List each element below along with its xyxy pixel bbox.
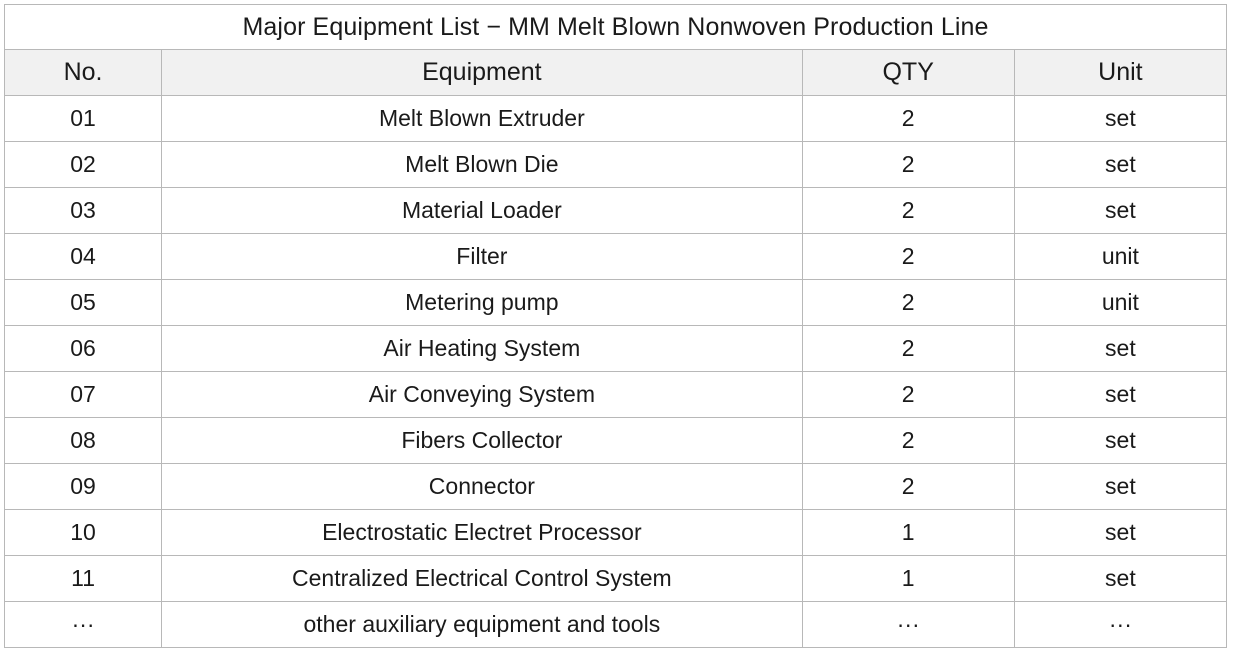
header-qty: QTY: [802, 50, 1014, 96]
cell-unit: ···: [1014, 602, 1226, 648]
cell-no: 11: [5, 556, 162, 602]
cell-equipment: Air Heating System: [162, 326, 803, 372]
table-row: [5, 602, 1227, 648]
cell-unit: set: [1014, 418, 1226, 464]
cell-qty: 2: [802, 188, 1014, 234]
table-title: Major Equipment List − MM Melt Blown Nonwoven Production Line: [5, 5, 1227, 50]
cell-equipment: Filter: [162, 234, 803, 280]
cell-equipment: Connector: [162, 464, 803, 510]
cell-qty: 2: [802, 326, 1014, 372]
cell-qty: 2: [802, 234, 1014, 280]
table-row: [5, 418, 1227, 464]
cell-unit: set: [1014, 372, 1226, 418]
cell-qty: 1: [802, 556, 1014, 602]
header-equipment: Equipment: [162, 50, 803, 96]
table-body: [5, 96, 1227, 648]
cell-no: 02: [5, 142, 162, 188]
table-row: [5, 556, 1227, 602]
header-unit: Unit: [1014, 50, 1226, 96]
cell-equipment: Centralized Electrical Control System: [162, 556, 803, 602]
cell-no: 04: [5, 234, 162, 280]
equipment-list-sheet: [4, 4, 1227, 648]
table-row: [5, 326, 1227, 372]
cell-unit: set: [1014, 326, 1226, 372]
table-row: [5, 372, 1227, 418]
cell-qty: 2: [802, 372, 1014, 418]
cell-qty: 2: [802, 418, 1014, 464]
title-row: [5, 5, 1227, 50]
cell-equipment: Melt Blown Die: [162, 142, 803, 188]
cell-no: 08: [5, 418, 162, 464]
cell-equipment: Fibers Collector: [162, 418, 803, 464]
cell-equipment: Metering pump: [162, 280, 803, 326]
cell-no: 03: [5, 188, 162, 234]
cell-no: 07: [5, 372, 162, 418]
cell-unit: set: [1014, 96, 1226, 142]
table-row: [5, 280, 1227, 326]
cell-no: 10: [5, 510, 162, 556]
table-row: [5, 188, 1227, 234]
cell-qty: 1: [802, 510, 1014, 556]
cell-no: 01: [5, 96, 162, 142]
cell-equipment: Air Conveying System: [162, 372, 803, 418]
cell-equipment: Melt Blown Extruder: [162, 96, 803, 142]
cell-unit: set: [1014, 142, 1226, 188]
cell-no: ···: [5, 602, 162, 648]
cell-unit: set: [1014, 464, 1226, 510]
table-row: [5, 96, 1227, 142]
cell-no: 05: [5, 280, 162, 326]
equipment-table: [4, 4, 1227, 648]
cell-unit: set: [1014, 556, 1226, 602]
cell-qty: 2: [802, 280, 1014, 326]
cell-no: 09: [5, 464, 162, 510]
cell-equipment: Electrostatic Electret Processor: [162, 510, 803, 556]
cell-qty: 2: [802, 96, 1014, 142]
cell-qty: ···: [802, 602, 1014, 648]
cell-unit: set: [1014, 510, 1226, 556]
cell-unit: unit: [1014, 234, 1226, 280]
header-row: [5, 50, 1227, 96]
table-row: [5, 464, 1227, 510]
cell-equipment: Material Loader: [162, 188, 803, 234]
cell-qty: 2: [802, 464, 1014, 510]
table-row: [5, 234, 1227, 280]
cell-equipment: other auxiliary equipment and tools: [162, 602, 803, 648]
cell-unit: unit: [1014, 280, 1226, 326]
table-row: [5, 510, 1227, 556]
header-no: No.: [5, 50, 162, 96]
cell-unit: set: [1014, 188, 1226, 234]
cell-no: 06: [5, 326, 162, 372]
cell-qty: 2: [802, 142, 1014, 188]
table-row: [5, 142, 1227, 188]
